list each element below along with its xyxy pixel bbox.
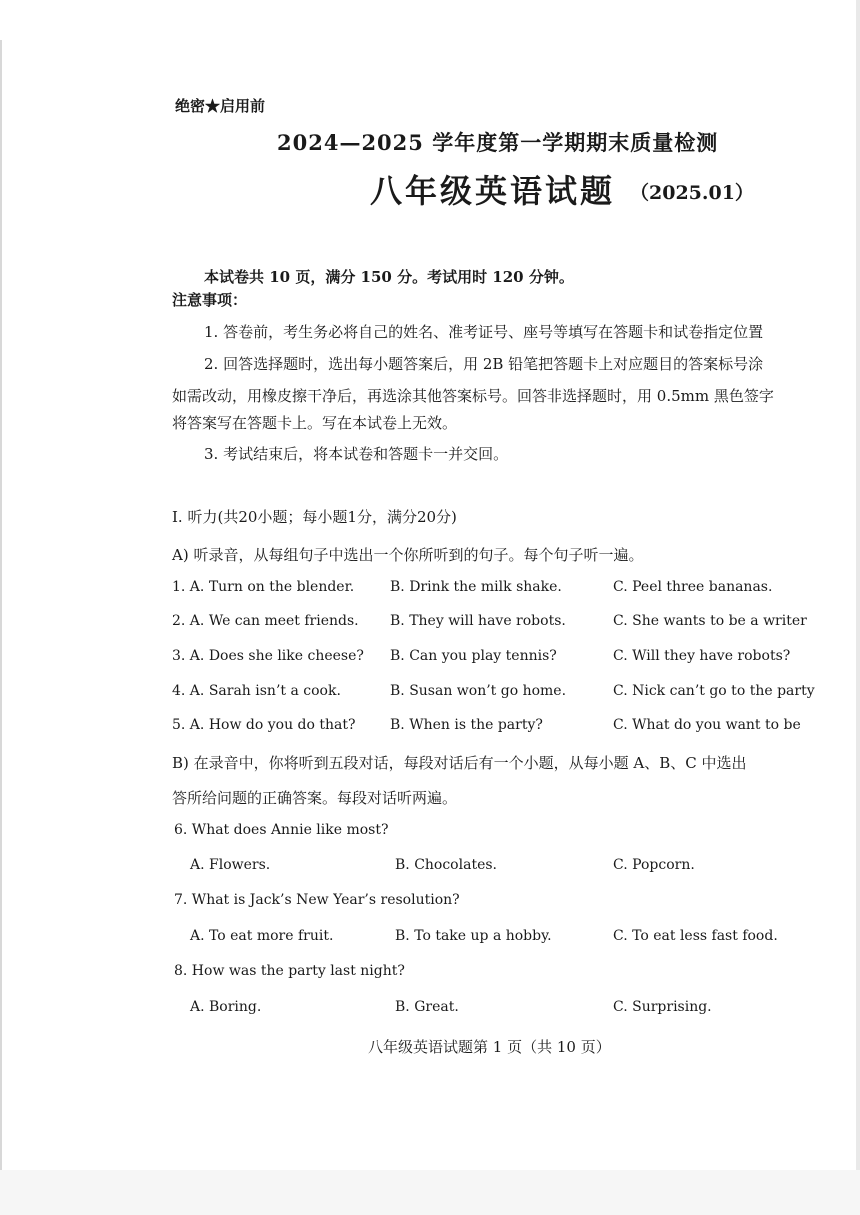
q7-option-c: C. To eat less fast food. [613,928,778,944]
q4-option-c: C. Nick can’t go to the party [613,683,815,699]
q1-option-a: 1. A. Turn on the blender. [172,579,355,595]
note-3: 3. 考试结束后，将本试卷和答题卡一并交回。 [204,445,509,463]
note-2-line-1: 2. 回答选择题时，选出每小题答案后，用 2B 铅笔把答题卡上对应题目的答案标号涂 [204,355,764,373]
scan-bottom-margin [0,1170,860,1215]
q8-option-b: B. Great. [395,999,459,1015]
q5-option-a: 5. A. How do you do that? [172,717,356,733]
q3-option-b: B. Can you play tennis? [390,648,557,664]
part-b-instruction-line-1: B) 在录音中，你将听到五段对话，每段对话后有一个小题，从每小题 A、B、C 中选出 [172,754,747,772]
q1-option-c: C. Peel three bananas. [613,579,773,595]
q5-option-c: C. What do you want to be [613,717,801,733]
q6-option-c: C. Popcorn. [613,857,695,873]
exam-summary: 本试卷共 10 页，满分 150 分。考试用时 120 分钟。 [204,268,574,286]
page-footer: 八年级英语试题第 1 页（共 10 页） [368,1038,611,1056]
q6-option-a: A. Flowers. [190,857,271,873]
part-a-instruction: A) 听录音，从每组句子中选出一个你所听到的句子。每个句子听一遍。 [172,546,644,564]
part-b-instruction-line-2: 答所给问题的正确答案。每段对话听两遍。 [172,789,458,807]
exam-title: 2024—2025 学年度第一学期期末质量检测 [277,130,719,155]
scan-edge-right [856,0,860,1215]
q4-option-a: 4. A. Sarah isn’t a cook. [172,683,341,699]
section-1-heading: I. 听力(共20小题；每小题1分，满分20分) [172,508,457,526]
q7-option-b: B. To take up a hobby. [395,928,552,944]
q2-option-b: B. They will have robots. [390,613,566,629]
q8-option-a: A. Boring. [190,999,262,1015]
note-1: 1. 答卷前，考生务必将自己的姓名、准考证号、座号等填写在答题卡和试卷指定位置 [204,323,764,341]
note-2-line-3: 将答案写在答题卡上。写在本试卷上无效。 [172,414,458,432]
q7-question: 7. What is Jack’s New Year’s resolution? [174,892,460,908]
exam-date: （2025.01） [630,182,754,204]
q6-option-b: B. Chocolates. [395,857,497,873]
q3-option-c: C. Will they have robots? [613,648,791,664]
q2-option-a: 2. A. We can meet friends. [172,613,359,629]
scan-edge-left [0,40,2,1180]
q8-question: 8. How was the party last night? [174,963,405,979]
subject-title: 八年级英语试题 [370,172,616,210]
notice-heading: 注意事项： [172,291,248,309]
q6-question: 6. What does Annie like most? [174,822,389,838]
secret-label: 绝密★启用前 [175,97,266,115]
q5-option-b: B. When is the party? [390,717,543,733]
q7-option-a: A. To eat more fruit. [190,928,334,944]
q1-option-b: B. Drink the milk shake. [390,579,562,595]
q8-option-c: C. Surprising. [613,999,712,1015]
q3-option-a: 3. A. Does she like cheese? [172,648,364,664]
q2-option-c: C. She wants to be a writer [613,613,807,629]
q4-option-b: B. Susan won’t go home. [390,683,567,699]
note-2-line-2: 如需改动，用橡皮擦干净后，再选涂其他答案标号。回答非选择题时，用 0.5mm 黑色签字 [172,387,774,405]
